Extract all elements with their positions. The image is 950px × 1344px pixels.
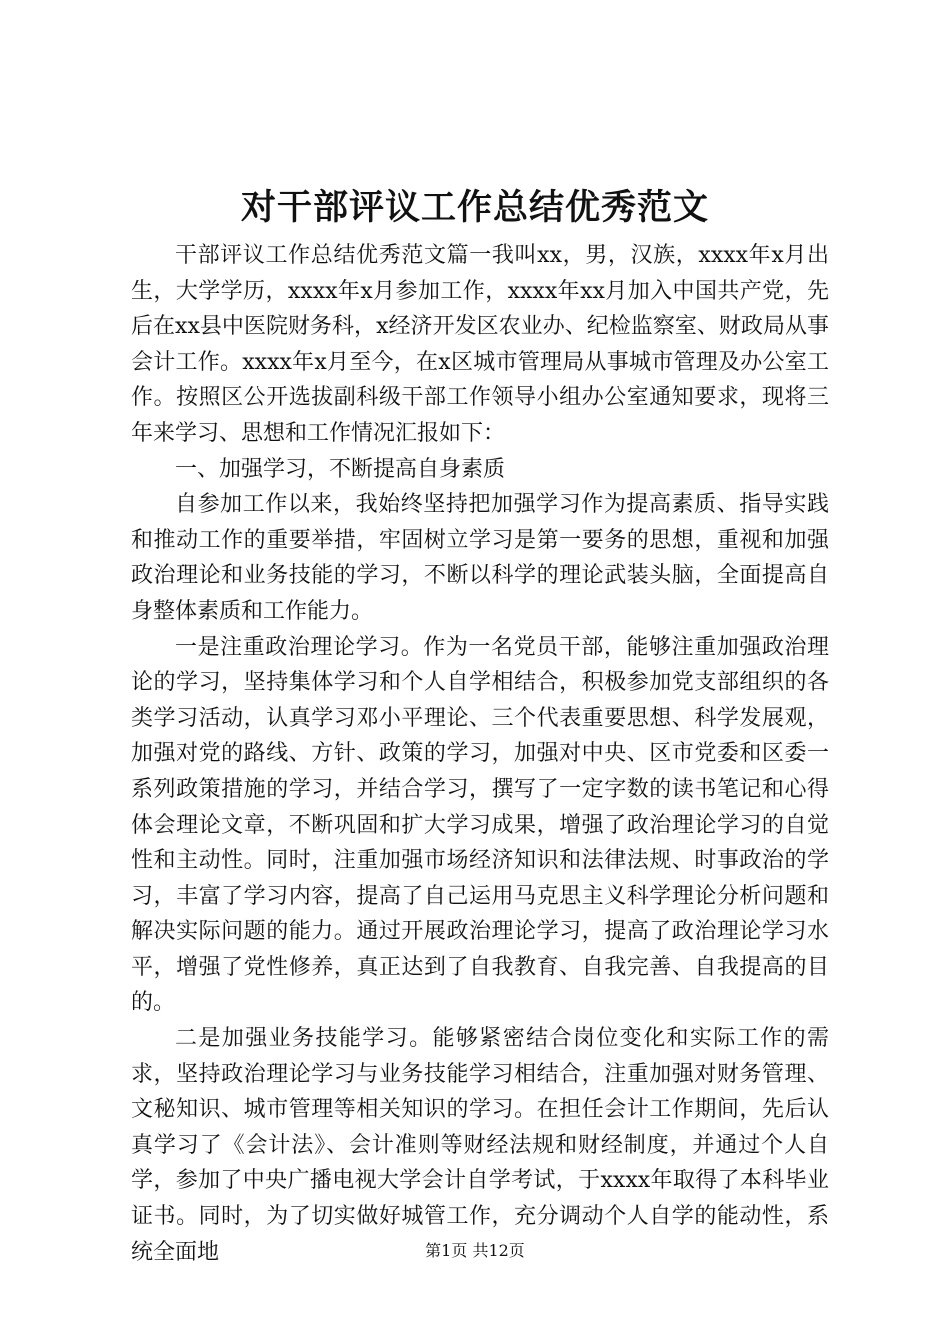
paragraph-study-overview: 自参加工作以来，我始终坚持把加强学习作为提高素质、指导实践和推动工作的重要举措，牢固树立学习是第一要务的思想，重视和加强政治理论和业务技能的学习，不断以科学的理论武装头脑，全面提高自身整体素质和工作能力。: [131, 492, 829, 624]
document-title: 对干部评议工作总结优秀范文: [240, 187, 709, 228]
paragraph-political-theory: 一是注重政治理论学习。作为一名党员干部，能够注重加强政治理论的学习，坚持集体学习和个人自学相结合，积极参加党支部组织的各类学习活动，认真学习邓小平理论、三个代表重要思想、科学发展观，加强对党的路线、方针、政策的学习，加强对中央、区市党委和区委一系列政策措施的学习，并结合学习，撰写了一定字数的读书笔记和心得体会理论文章，不断巩固和扩大学习成果，增强了政治理论学习的自觉性和主动性。同时，注重加强市场经济知识和法律法规、时事政治的学习，丰富了学习内容，提高了自己运用马克思主义科学理论分析问题和解决实际问题的能力。通过开展政治理论学习，提高了政治理论学习水平，增强了党性修养，真正达到了自我教育、自我完善、自我提高的目的。: [131, 634, 829, 1016]
page-number-footer: 第1页 共12页: [425, 1241, 525, 1260]
paragraph-business-skills: 二是加强业务技能学习。能够紧密结合岗位变化和实际工作的需求，坚持政治理论学习与业务技能学习相结合，注重加强对财务管理、文秘知识、城市管理等相关知识的学习。在担任会计工作期间，先后认真学习了《会计法》、会计准则等财经法规和财经制度，并通过个人自学，参加了中央广播电视大学会计自学考试，于xxxx年取得了本科毕业证书。同时，为了切实做好城管工作，充分调动个人自学的能动性，系统全面地: [131, 1026, 829, 1265]
section-heading-1: 一、加强学习，不断提高自身素质: [175, 456, 506, 482]
paragraph-intro: 干部评议工作总结优秀范文篇一我叫xx，男，汉族，xxxx年x月出生，大学学历，xxxx年x月参加工作，xxxx年xx月加入中国共产党，先后在xx县中医院财务科，x经济开发区农业办、纪检监察室、财政局从事会计工作。xxxx年x月至今，在x区城市管理局从事城市管理及办公室工作。按照区公开选拔副科级干部工作领导小组办公室通知要求，现将三年来学习、思想和工作情况汇报如下：: [131, 243, 829, 446]
document-body: [131, 238, 829, 1270]
